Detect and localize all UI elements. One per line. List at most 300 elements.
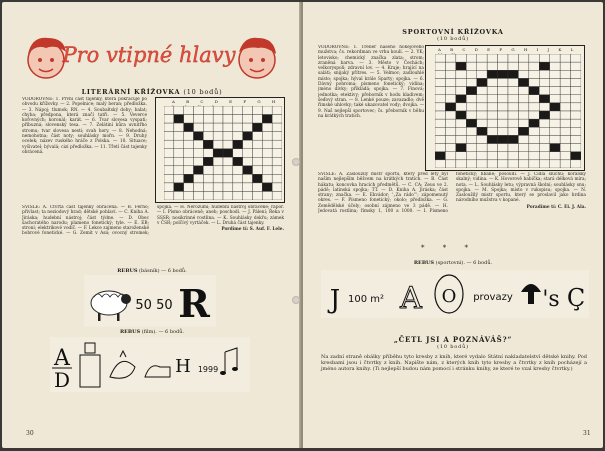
literary-grid-cells (164, 106, 282, 200)
grid-cell (213, 140, 223, 149)
grid-cell (487, 160, 497, 168)
grid-cell (272, 183, 282, 192)
sports-rebus-caption: REBUS (sportovní). — 6 bodů. (413, 260, 493, 266)
grid-cell (456, 160, 466, 168)
grid-cell (539, 127, 549, 135)
grid-cell (508, 54, 518, 62)
grid-cell (456, 152, 466, 160)
grid-cell (487, 70, 497, 78)
sports-rebus-image (321, 270, 589, 318)
grid-cell (253, 132, 263, 141)
grid-cell (164, 132, 174, 141)
grid-cell (233, 106, 243, 115)
grid-cell (539, 160, 549, 168)
grid-cell (518, 127, 528, 135)
grid-cell (550, 95, 560, 103)
rebus-letter-j: J (329, 285, 341, 315)
grid-cell (571, 119, 581, 127)
grid-cell (477, 103, 487, 111)
grid-cell (539, 54, 549, 62)
grid-cell (477, 144, 487, 152)
grid-cell (466, 135, 476, 143)
grid-cell (194, 191, 204, 200)
grid-cell (262, 149, 272, 158)
grid-cell (262, 157, 272, 166)
grid-cell (203, 106, 213, 115)
grid-cell (539, 62, 549, 70)
grid-cell (184, 106, 194, 115)
binding-hole-left-top (292, 158, 300, 166)
grid-cell (550, 119, 560, 127)
grid-cell (233, 132, 243, 141)
grid-cell (498, 87, 508, 95)
grid-cell (466, 95, 476, 103)
grid-cell (272, 157, 282, 166)
grid-cell (194, 166, 204, 175)
grid-cell (243, 157, 253, 166)
child-face-right-icon (239, 38, 276, 78)
grid-cell (253, 157, 263, 166)
grid-cell (539, 135, 549, 143)
grid-cell (233, 183, 243, 192)
grid-cell (213, 115, 223, 124)
grid-cell (253, 166, 263, 175)
grid-cell (498, 103, 508, 111)
grid-cell (184, 183, 194, 192)
grid-cell (253, 106, 263, 115)
grid-cell (560, 127, 570, 135)
grid-cell (164, 174, 174, 183)
grid-cell (253, 140, 263, 149)
grid-cell (203, 115, 213, 124)
grid-cell (571, 111, 581, 119)
grid-cell (529, 135, 539, 143)
grid-cell (272, 123, 282, 132)
grid-cell (571, 144, 581, 152)
grid-cell (550, 135, 560, 143)
grid-cell (466, 111, 476, 119)
grid-cell (233, 191, 243, 200)
grid-column-header: A B C D E F G H I J K L (438, 47, 578, 52)
grid-cell (164, 191, 174, 200)
grid-cell (243, 140, 253, 149)
grid-cell (164, 157, 174, 166)
grid-cell (164, 106, 174, 115)
grid-cell (213, 157, 223, 166)
grid-cell (213, 149, 223, 158)
grid-cell (262, 166, 272, 175)
grid-cell (184, 132, 194, 141)
grid-cell (445, 111, 455, 119)
rooster-icon (110, 351, 135, 378)
grid-cell (435, 152, 445, 160)
grid-cell (539, 87, 549, 95)
rebus-film-image (50, 337, 250, 392)
grid-cell (518, 152, 528, 160)
music-notes-icon (220, 348, 238, 375)
grid-cell (518, 135, 528, 143)
left-page (2, 2, 301, 448)
grid-cell (262, 115, 272, 124)
grid-cell (571, 54, 581, 62)
grid-cell (550, 70, 560, 78)
grid-cell (477, 160, 487, 168)
grid-cell (174, 132, 184, 141)
grid-cell (539, 95, 549, 103)
grid-cell (253, 183, 263, 192)
grid-cell (184, 166, 194, 175)
grid-cell (487, 152, 497, 160)
grid-cell (529, 127, 539, 135)
grid-cell (539, 70, 549, 78)
grid-cell (550, 152, 560, 160)
rebus1-number: 50 50 (135, 298, 173, 313)
grid-cell (571, 127, 581, 135)
rebus2-letter-d: D (53, 368, 71, 392)
grid-cell (560, 144, 570, 152)
grid-cell (518, 111, 528, 119)
grid-cell (262, 123, 272, 132)
section-divider-stars: * * * (421, 244, 476, 252)
sports-clues-horizontal: VODOROVNĚ: 1. Trenér našeho hokejového mužstva; čs. rekordman ve vrhu koulí. — 2. YK; letovisko; chemický značka zlata; strom; zraněná barva. — 3. Město v Čechách; velkoryspolí; zdravní lov. — 4. Kraje; hrající na saláti; sníjaký přítres. — 5. Velmoc; zadlouhlé místo; spojka; hýval krále Sparty; spojka. — 6. Dávný pohroma; písmeno fonetický; vidina; jméno dívky; přikládá; spojka. — 7. Finová; jednotka; etektivy; přeborník v hodu kladivem; šeďový stran. — 8. Lenké pouze; zavazadlo; dvě řimské uhlovky; také ukazovatel vody; dvojka. — 9. Naš nejlepší sportovec; čs. přeborník v běhu na krátkých tratích. (318, 45, 424, 119)
grid-cell (560, 103, 570, 111)
grid-cell (272, 191, 282, 200)
grid-cell (445, 127, 455, 135)
grid-cell (456, 119, 466, 127)
grid-cell (529, 152, 539, 160)
grid-cell (174, 106, 184, 115)
grid-cell (518, 70, 528, 78)
grid-cell (272, 106, 282, 115)
grid-cell (194, 140, 204, 149)
grid-cell (508, 87, 518, 95)
grid-cell (508, 62, 518, 70)
grid-cell (571, 62, 581, 70)
grid-cell (435, 119, 445, 127)
grid-cell (213, 166, 223, 175)
grid-cell (223, 132, 233, 141)
reading-quiz-text: Na zadní straně obálky příběhu tyto kresby z knih, které vydalo Státní nakladatelství dětské knihy. Pod kresbami jsou i čtvrtky z knih. Napište nám, z kterých knih tyto kresby a čtvrtky z knih pocházejí a jméno autora knihy. (Ti nejlepší budou nám pomocí i stránku knihy, ze které te vzal kresby čtvrtky.) (321, 354, 587, 373)
grid-cell (508, 152, 518, 160)
rebus2-number: 1999 (197, 365, 219, 374)
grid-cell (508, 111, 518, 119)
grid-cell (213, 174, 223, 183)
grid-cell (539, 111, 549, 119)
grid-cell (272, 166, 282, 175)
grid-cell (203, 123, 213, 132)
grid-cell (466, 62, 476, 70)
grid-cell (243, 183, 253, 192)
grid-cell (272, 174, 282, 183)
grid-cell (272, 149, 282, 158)
grid-cell (477, 111, 487, 119)
grid-cell (456, 54, 466, 62)
grid-cell (487, 103, 497, 111)
grid-cell (560, 62, 570, 70)
grid-cell (529, 160, 539, 168)
grid-cell (435, 135, 445, 143)
grid-cell (477, 54, 487, 62)
grid-cell (445, 119, 455, 127)
grid-cell (508, 135, 518, 143)
grid-cell (223, 183, 233, 192)
grid-cell (550, 54, 560, 62)
grid-cell (203, 140, 213, 149)
grid-cell (550, 144, 560, 152)
grid-cell (203, 166, 213, 175)
right-page (303, 2, 603, 448)
grid-cell (164, 115, 174, 124)
grid-cell (203, 191, 213, 200)
grid-cell (253, 191, 263, 200)
grid-cell (184, 123, 194, 132)
grid-cell (466, 152, 476, 160)
grid-cell (243, 123, 253, 132)
grid-cell (253, 123, 263, 132)
grid-cell (262, 191, 272, 200)
grid-cell (477, 152, 487, 160)
grid-cell (498, 78, 508, 86)
rebus2-letter-h: H (175, 356, 191, 377)
grid-cell (518, 119, 528, 127)
grid-cell (560, 160, 570, 168)
grid-cell (445, 95, 455, 103)
grid-cell (445, 135, 455, 143)
grid-cell (194, 106, 204, 115)
grid-cell (498, 95, 508, 103)
banner-title: Pro vtipné hlavy (62, 43, 236, 67)
grid-cell (164, 140, 174, 149)
rebus-letter-a: A (400, 281, 422, 316)
shoe-icon (145, 366, 170, 377)
grid-cell (194, 157, 204, 166)
literary-crossword-heading: LITERÁRNÍ KŘÍŽOVKA (10 bodů) (81, 88, 223, 96)
grid-cell (213, 132, 223, 141)
grid-cell (456, 135, 466, 143)
grid-cell (435, 70, 445, 78)
grid-cell (560, 87, 570, 95)
grid-cell (487, 144, 497, 152)
grid-cell (529, 119, 539, 127)
grid-cell (508, 160, 518, 168)
grid-cell (174, 115, 184, 124)
grid-cell (487, 62, 497, 70)
bottle-icon (80, 343, 100, 387)
grid-cell (435, 127, 445, 135)
rebus2-letter-a: A (54, 346, 70, 371)
grid-cell (466, 70, 476, 78)
literary-clues-vertical: SVISLE: A. Čtvrtá část tajenky obrácená. — B. Ferno; přivlast; ta neziodový hrad; dětské pohlaví. — C. Kniha A. Jiráska; hudební nástroj; část týdne. — D. Obec šachoratého narodu; plameno fonetický; tyle. — E. EB; stroní; elektrikové vodíč. — F. Lekce zajmeno staroženské bobrové fonetické. — G. Zemit v Asii; ovocný stromek; spojka. — H. Nerozumí; hudební nástroj obráceně; rápor. — I. Písmo obráceně; aneb; poschodí. — J. Pálení; Řeka v SSSR; nosikrinné rostlina. — K. Souhlásky dokřu; zámek v ČSR; polčívý vyrtáček. — L. Druhá část tajenky. Pordíme tí: S. Auf. F. Lele. (22, 205, 284, 237)
grid-cell (498, 127, 508, 135)
grid-cell (498, 70, 508, 78)
grid-cell (466, 78, 476, 86)
grid-cell (223, 157, 233, 166)
grid-cell (550, 78, 560, 86)
grid-cell (203, 149, 213, 158)
grid-cell (487, 78, 497, 86)
grid-cell (213, 123, 223, 132)
grid-cell (539, 119, 549, 127)
grid-cell (560, 119, 570, 127)
sports-crossword-heading: SPORTOVNÍ KŘÍŽOVKA (10 bodů) (402, 28, 504, 42)
grid-cell (174, 157, 184, 166)
grid-cell (529, 103, 539, 111)
grid-cell (262, 132, 272, 141)
grid-cell (174, 149, 184, 158)
grid-cell (445, 144, 455, 152)
grid-cell (571, 87, 581, 95)
grid-cell (550, 103, 560, 111)
grid-cell (498, 160, 508, 168)
grid-cell (445, 160, 455, 168)
grid-cell (435, 144, 445, 152)
grid-cell (174, 183, 184, 192)
grid-cell (466, 103, 476, 111)
grid-cell (194, 183, 204, 192)
grid-cell (529, 87, 539, 95)
grid-cell (477, 127, 487, 135)
literary-crossword-grid (155, 97, 285, 203)
grid-cell (456, 70, 466, 78)
grid-cell (518, 103, 528, 111)
grid-cell (262, 183, 272, 192)
grid-cell (164, 123, 174, 132)
grid-cell (445, 103, 455, 111)
grid-cell (550, 62, 560, 70)
grid-cell (435, 103, 445, 111)
grid-cell (435, 62, 445, 70)
grid-cell (164, 183, 174, 192)
grid-cell (487, 54, 497, 62)
grid-cell (184, 140, 194, 149)
grid-cell (560, 111, 570, 119)
grid-cell (194, 149, 204, 158)
grid-cell (184, 115, 194, 124)
page-number-right: 31 (583, 430, 591, 437)
grid-cell (213, 183, 223, 192)
child-face-left-icon (28, 38, 66, 78)
grid-cell (262, 174, 272, 183)
grid-cell (233, 166, 243, 175)
grid-cell (456, 95, 466, 103)
page-number-left: 30 (26, 430, 34, 437)
grid-cell (435, 54, 445, 62)
sports-grid-cells (435, 54, 581, 168)
grid-cell (456, 111, 466, 119)
grid-cell (477, 135, 487, 143)
grid-cell (456, 127, 466, 135)
grid-cell (253, 174, 263, 183)
mushroom-icon (521, 284, 541, 304)
grid-cell (435, 95, 445, 103)
grid-cell (508, 127, 518, 135)
grid-cell (445, 87, 455, 95)
grid-cell (223, 191, 233, 200)
grid-cell (550, 87, 560, 95)
grid-cell (435, 160, 445, 168)
grid-cell (560, 135, 570, 143)
grid-cell (466, 144, 476, 152)
grid-cell (518, 160, 528, 168)
grid-cell (508, 95, 518, 103)
grid-cell (262, 140, 272, 149)
grid-cell (529, 95, 539, 103)
banner-illustration (12, 24, 287, 84)
grid-cell (456, 62, 466, 70)
grid-cell (233, 174, 243, 183)
lamb-icon (91, 291, 131, 321)
grid-cell (529, 144, 539, 152)
grid-cell (508, 103, 518, 111)
grid-cell (223, 123, 233, 132)
grid-cell (203, 174, 213, 183)
grid-cell (508, 78, 518, 86)
rebus-provazy: provazy (473, 292, 513, 303)
grid-cell (487, 111, 497, 119)
grid-cell (571, 70, 581, 78)
grid-cell (456, 78, 466, 86)
grid-cell (445, 70, 455, 78)
grid-cell (487, 127, 497, 135)
grid-cell (550, 111, 560, 119)
grid-cell (539, 78, 549, 86)
grid-cell (203, 132, 213, 141)
grid-cell (243, 132, 253, 141)
grid-cell (498, 62, 508, 70)
grid-cell (539, 103, 549, 111)
grid-cell (233, 157, 243, 166)
grid-cell (174, 191, 184, 200)
grid-cell (435, 111, 445, 119)
grid-cell (174, 140, 184, 149)
grid-cell (508, 144, 518, 152)
rebus2-caption: REBUS (film). — 6 bodů. (119, 329, 185, 335)
grid-cell (571, 78, 581, 86)
grid-cell (487, 95, 497, 103)
grid-cell (243, 166, 253, 175)
grid-cell (529, 54, 539, 62)
grid-cell (253, 149, 263, 158)
grid-cell (466, 160, 476, 168)
sports-clues-vertical: SVISLE: A. Zasloužilý mistr sportu, který před lety byl naším nejlepším běžcem na krátkých tratích. — B. Část hákatu; koncovka hracích předmětů. — C. CA; Zeus ve 2. pádě; latinská spojka; TT. — D. Kniha A. Jiráska; část strany; značka. — E. Ekvádor; '„Za rádo“'; zápomenutý okres. — F. Písmeno fonetický; okolo; předložka. — G. Zemědělské účely; osobní zájmeno ve 3 pádě. — H. Jedovatá rostlina; římsky 1, 100 a 1000. — I. Písmeno fonetický; hbaně; posoudí. — J. Čidla sluchu; korálský skalný; vidina. — K. Hovorově babička; stará délková míra; nota. — L. Souhlásky letu; výpravná školní; souhlásky snu; spojka. — M. Spojka; místo v rukopisu; spojka. — N. Zasloužilý mistr sportu, který se proslavil jako hrdina národního mužstva v kopané. Poradíme tí: C. Ei. J. Ala. (318, 172, 586, 215)
grid-cell (253, 115, 263, 124)
grid-cell (243, 106, 253, 115)
grid-cell (223, 106, 233, 115)
grid-cell (213, 191, 223, 200)
grid-cell (174, 123, 184, 132)
grid-cell (498, 135, 508, 143)
grid-cell (262, 106, 272, 115)
grid-cell (223, 140, 233, 149)
grid-cell (508, 119, 518, 127)
grid-cell (456, 103, 466, 111)
grid-cell (477, 119, 487, 127)
grid-cell (243, 191, 253, 200)
grid-cell (203, 183, 213, 192)
grid-cell (466, 54, 476, 62)
grid-cell (487, 135, 497, 143)
grid-cell (445, 54, 455, 62)
grid-cell (194, 132, 204, 141)
grid-cell (498, 119, 508, 127)
grid-cell (456, 144, 466, 152)
grid-cell (272, 132, 282, 141)
grid-cell (571, 103, 581, 111)
sports-crossword-grid (425, 45, 585, 171)
grid-cell (571, 135, 581, 143)
grid-cell (243, 174, 253, 183)
grid-cell (477, 87, 487, 95)
